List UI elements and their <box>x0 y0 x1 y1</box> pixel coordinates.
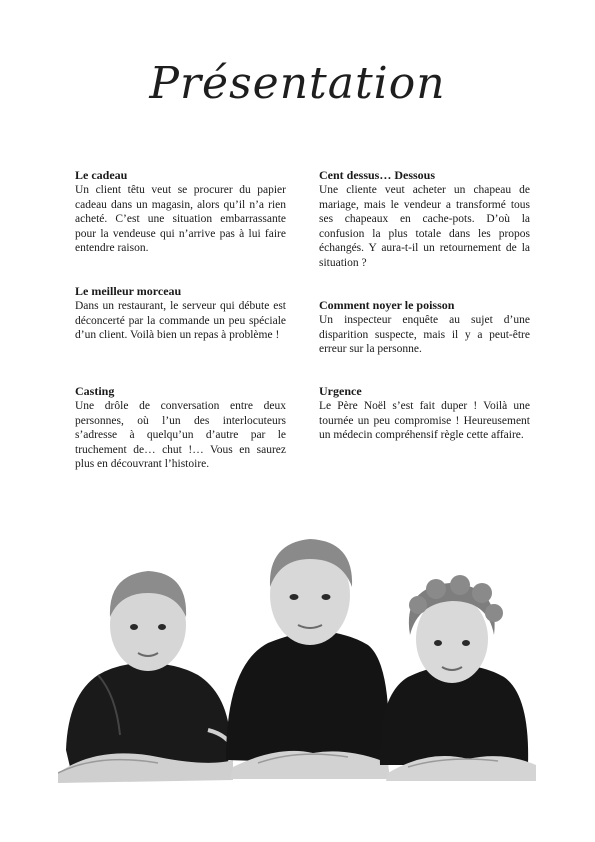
child-middle <box>226 539 390 779</box>
entry-le-cadeau <box>75 168 286 256</box>
entry-text: Une cliente veut acheter un chapeau de mariage, mais le vendeur a transformé tous ses chapeaux en cache-pots. D’où la confusion la plus totale dans les propos échangés. Y aura-t-il un retournement de la situation ? <box>319 184 530 269</box>
page-title: Présentation <box>149 58 446 109</box>
entry-text: Dans un restaurant, le serveur qui débute est déconcerté par la commande un peu spéciale d’un client. Voilà bien un repas à problème ! <box>75 300 286 342</box>
entry-text: Un client têtu veut se procurer du papier cadeau dans un magasin, alors qu’il n’a rien acheté. C’est une situation embarrassante pour la vendeuse qui n’arrive pas à lui faire entendre raison. <box>75 184 286 255</box>
entry-title: Urgence <box>319 384 362 398</box>
entry-casting <box>75 384 286 472</box>
entry-title: Casting <box>75 384 115 398</box>
entry-cent-dessus-dessous <box>319 168 530 271</box>
entry-urgence <box>319 384 530 443</box>
children-photo <box>58 535 536 785</box>
child-left <box>58 571 234 783</box>
child-right <box>380 575 536 781</box>
entry-text: Un inspecteur enquête au sujet d’une disparition suspecte, mais il y a peut-être erreur sur la personne. <box>319 314 530 356</box>
entry-title: Cent dessus… Dessous <box>319 168 436 182</box>
entry-le-meilleur-morceau <box>75 284 286 343</box>
entry-title: Le meilleur morceau <box>75 284 182 298</box>
entry-title: Le cadeau <box>75 168 128 182</box>
entry-text: Le Père Noël s’est fait duper ! Voilà une tournée un peu compromise ! Heureusement un médecin compréhensif règle cette affaire. <box>319 400 530 442</box>
entry-comment-noyer-le-poisson <box>319 298 530 357</box>
entry-title: Comment noyer le poisson <box>319 298 455 312</box>
entry-text: Une drôle de conversation entre deux personnes, où l’un des interlocuteurs s’adresse à quelqu’un d’autre par le truchement de… chut !… Vous en saurez plus en découvrant l’histoire. <box>75 400 286 471</box>
